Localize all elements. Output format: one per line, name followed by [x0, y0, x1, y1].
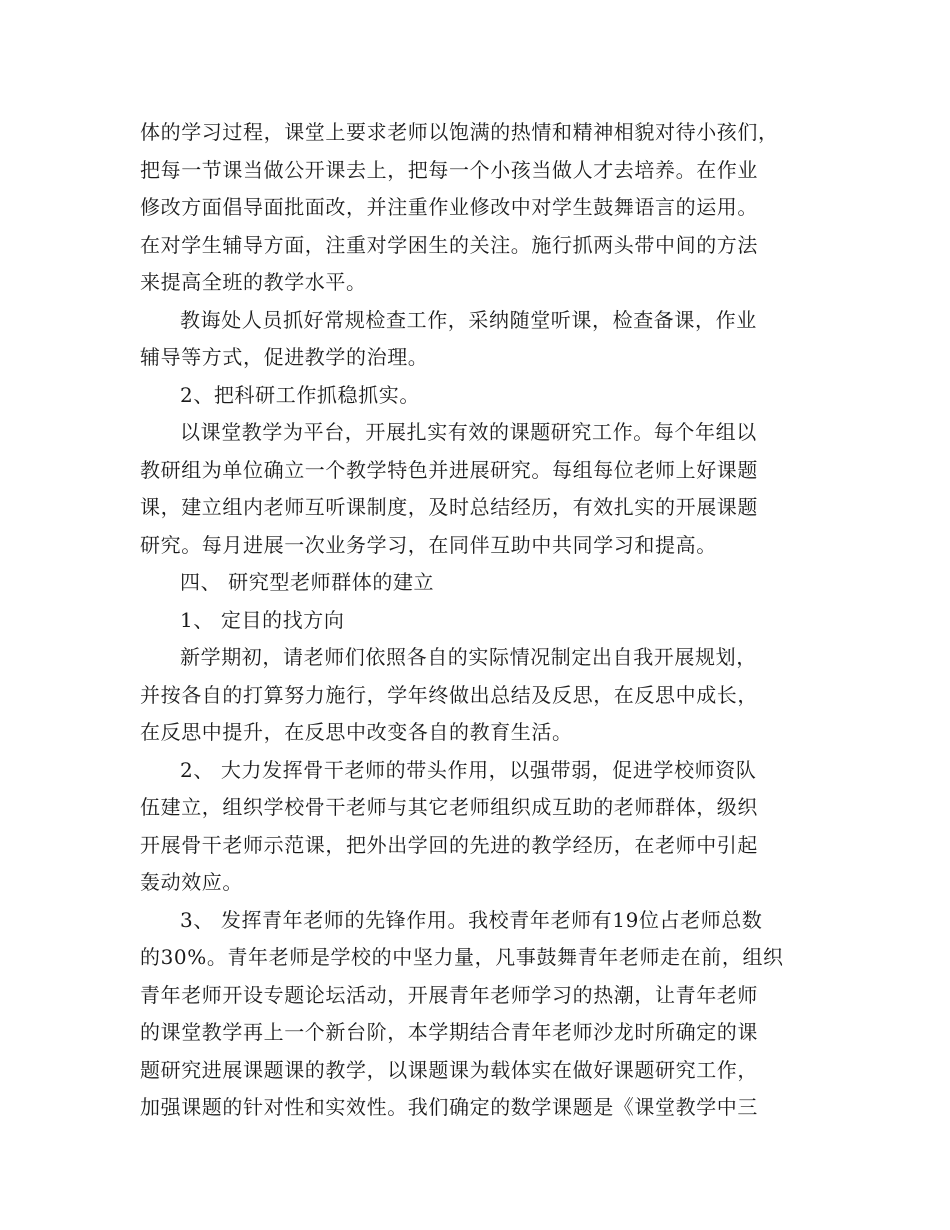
text-line: 课，建立组内老师互听课制度，及时总结经历，有效扎实的开展课题	[140, 495, 758, 519]
paragraph-start: 以课堂教学为平台，开展扎实有效的课题研究工作。每个年组以	[180, 420, 757, 444]
text-line: 体的学习过程，课堂上要求老师以饱满的热情和精神相貌对待小孩们，	[140, 120, 779, 144]
text-line: 辅导等方式，促进教学的治理。	[140, 345, 429, 369]
paragraph-start: 新学期初，请老师们依照各自的实际情况制定出自我开展规划，	[180, 645, 757, 669]
document-body	[140, 114, 812, 1127]
text-line: 开展骨干老师示范课，把外出学回的先进的教学经历，在老师中引起	[140, 832, 758, 857]
paragraph-start: 2、 大力发挥骨干老师的带头作用，以强带弱，促进学校师资队	[180, 757, 757, 782]
text-line: 加强课题的针对性和实效性。我们确定的数学课题是《课堂教学中三	[140, 1095, 758, 1119]
text-line: 轰动效应。	[140, 870, 243, 894]
text-line: 在对学生辅导方面，注重对学困生的关注。施行抓两头带中间的方法	[140, 232, 758, 257]
section-heading: 四、 研究型老师群体的建立	[180, 570, 435, 594]
text-line: 题研究进展课题课的教学，以课题课为载体实在做好课题研究工作，	[140, 1057, 758, 1082]
section-heading: 1、 定目的找方向	[180, 607, 345, 632]
text-line: 来提高全班的教学水平。	[140, 270, 367, 294]
text-line: 并按各自的打算努力施行，学年终做出总结及反思，在反思中成长，	[140, 682, 758, 707]
text-line: 教研组为单位确立一个教学特色并进展研究。每组每位老师上好课题	[140, 457, 758, 482]
text-line: 的30%。青年老师是学校的中坚力量，凡事鼓舞青年老师走在前，组织	[140, 945, 784, 969]
text-line: 修改方面倡导面批面改，并注重作业修改中对学生鼓舞语言的运用。	[140, 195, 758, 219]
section-heading: 2、把科研工作抓稳抓实。	[180, 382, 420, 407]
text-line: 的课堂教学再上一个新台阶，本学期结合青年老师沙龙时所确定的课	[140, 1020, 758, 1044]
text-line: 研究。每月进展一次业务学习，在同伴互助中共同学习和提高。	[140, 532, 717, 557]
text-line: 青年老师开设专题论坛活动，开展青年老师学习的热潮，让青年老师	[140, 982, 758, 1007]
text-line: 把每一节课当做公开课去上，把每一个小孩当做人才去培养。在作业	[140, 157, 758, 182]
text-line: 在反思中提升，在反思中改变各自的教育生活。	[140, 720, 573, 744]
paragraph-start: 3、 发挥青年老师的先锋作用。我校青年老师有19位占老师总数	[180, 907, 763, 932]
paragraph-start: 教诲处人员抓好常规检查工作，采纳随堂听课，检查备课，作业	[180, 307, 757, 332]
text-line: 伍建立，组织学校骨干老师与其它老师组织成互助的老师群体，级织	[140, 795, 758, 819]
